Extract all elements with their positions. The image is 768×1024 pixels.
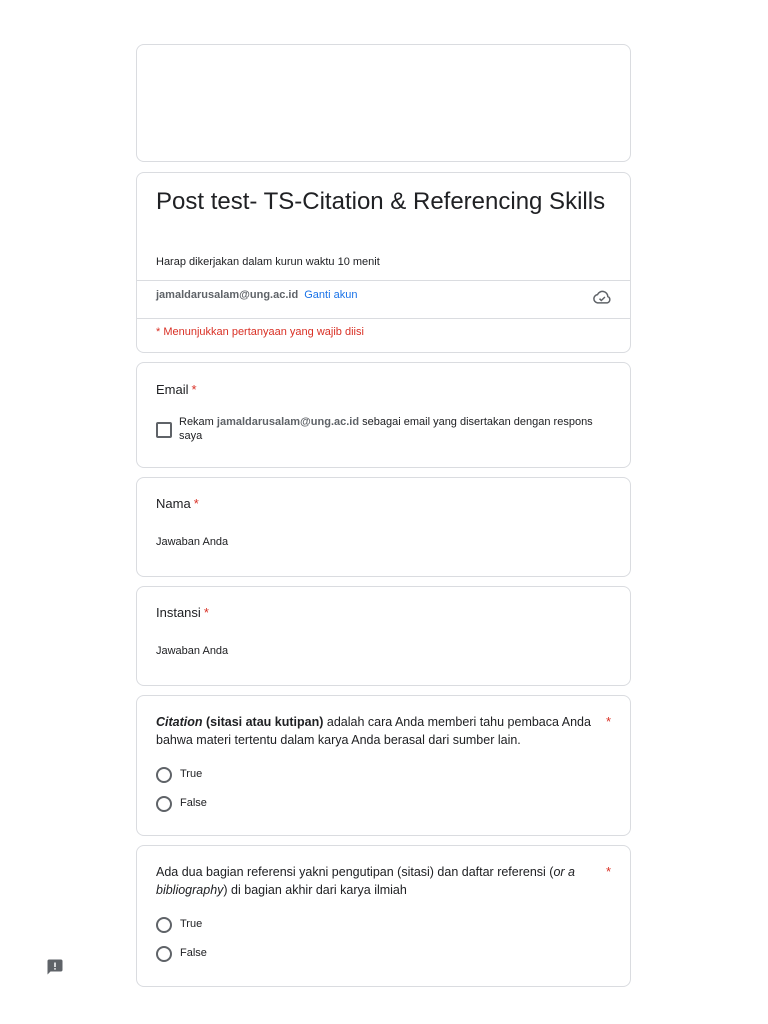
radio-button[interactable]	[156, 917, 172, 933]
option-label: False	[180, 947, 207, 959]
question-label: Email	[156, 382, 189, 397]
instansi-input[interactable]: Jawaban Anda	[156, 645, 229, 657]
switch-account-link[interactable]: Ganti akun	[304, 289, 358, 301]
form-header-card	[136, 172, 631, 353]
option-label: False	[180, 797, 207, 809]
record-email-label	[179, 415, 599, 443]
checkbox-label-email: jamaldarusalam@ung.ac.id	[216, 416, 360, 428]
question-text-italic: or a bibliography	[156, 865, 576, 897]
header-image	[136, 44, 631, 162]
form-title: Post test- TS-Citation & Referencing Skills	[156, 188, 606, 215]
question-title	[156, 496, 199, 511]
account-row	[156, 289, 357, 301]
question-text-rest: adalah cara Anda memberi tahu pembaca Anda bahwa materi tertentu dalam karya Anda berasal dari sumber lain.	[156, 715, 591, 747]
nama-input[interactable]: Jawaban Anda	[156, 536, 229, 548]
question-text-part: ) di bagian akhir dari karya ilmiah	[223, 883, 407, 897]
radio-button[interactable]	[156, 796, 172, 812]
checkbox-label-suffix: sebagai email yang disertakan dengan respons saya	[179, 416, 593, 442]
report-feedback-icon[interactable]	[46, 958, 64, 976]
question-title	[156, 382, 197, 397]
required-star: *	[203, 605, 209, 620]
divider	[137, 280, 630, 281]
required-star: *	[605, 864, 611, 879]
required-star: *	[191, 382, 197, 397]
checkbox-label-prefix: Rekam	[179, 416, 214, 428]
record-email-checkbox[interactable]	[156, 422, 172, 438]
question-citation	[136, 695, 631, 836]
divider	[137, 318, 630, 319]
required-star: *	[605, 714, 611, 729]
question-text-term: Citation	[156, 715, 203, 729]
question-title	[156, 605, 209, 620]
form-description: Harap dikerjakan dalam kurun waktu 10 menit	[156, 256, 380, 268]
question-instansi	[136, 586, 631, 686]
question-label: Nama	[156, 496, 191, 511]
account-email: jamaldarusalam@ung.ac.id	[156, 289, 299, 301]
question-text-bold: (sitasi atau kutipan)	[202, 715, 324, 729]
question-nama	[136, 477, 631, 577]
question-text-part: Ada dua bagian referensi yakni pengutipan (sitasi) dan daftar referensi (	[156, 865, 554, 879]
required-star: *	[193, 496, 199, 511]
option-label: True	[180, 768, 203, 780]
radio-button[interactable]	[156, 946, 172, 962]
question-references	[136, 845, 631, 987]
question-text	[156, 713, 596, 749]
option-label: True	[180, 918, 203, 930]
cloud-saved-icon[interactable]	[592, 289, 612, 305]
question-label: Instansi	[156, 605, 201, 620]
radio-button[interactable]	[156, 767, 172, 783]
required-note: * Menunjukkan pertanyaan yang wajib diisi	[156, 326, 364, 338]
question-text	[156, 863, 596, 899]
question-email	[136, 362, 631, 468]
